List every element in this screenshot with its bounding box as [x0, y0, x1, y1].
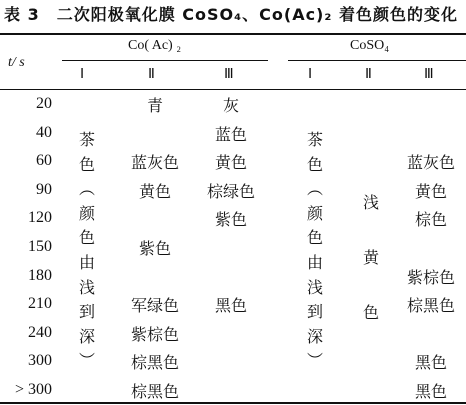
table-title: 表 3 二次阳极氧化膜 CoSO₄、Co(Ac)₂ 着色颜色的变化	[4, 5, 458, 24]
sub-header-coso4-II: Ⅱ	[365, 67, 372, 82]
time-cell: 150	[28, 238, 52, 255]
coso4-I-vertical-text	[305, 128, 325, 374]
coso4-III-cell: 蓝灰色	[406, 153, 456, 173]
co-ac-III-cell: 黑色	[214, 296, 248, 316]
vertical-char: ︵	[306, 179, 323, 199]
sub-header-coso4-I: Ⅰ	[308, 67, 313, 82]
time-cell: 20	[36, 95, 52, 112]
coso4-III-cell: 棕黑色	[406, 296, 456, 316]
vertical-char: 色	[306, 228, 323, 248]
time-cell: 60	[36, 152, 52, 170]
vertical-char: 浅	[362, 193, 379, 212]
co-ac-II-cell: 黄色	[138, 181, 172, 201]
co-ac-III-cell: 紫色	[214, 210, 248, 230]
vertical-char: 颜	[306, 203, 323, 223]
vertical-char: 由	[306, 252, 323, 272]
vertical-char: 颜	[78, 203, 95, 223]
co-ac-II-cell: 紫棕色	[130, 324, 180, 344]
coso4-II-vertical-text	[361, 175, 381, 340]
group1-underline	[62, 60, 268, 61]
co-ac-II-cell: 军绿色	[130, 296, 180, 316]
time-cell: 180	[28, 266, 52, 284]
time-cell: 210	[28, 295, 52, 313]
time-header: t/ s	[8, 55, 25, 70]
group-header-co-ac: Co( Ac) ₂	[128, 38, 182, 53]
co-ac-III-cell: 黄色	[214, 153, 248, 173]
vertical-char: 浅	[306, 277, 323, 297]
sub-header-co-ac-II: Ⅱ	[148, 67, 155, 82]
time-cell: 300	[28, 352, 52, 370]
group2-underline	[288, 60, 466, 61]
vertical-char: 茶	[78, 130, 95, 149]
header-rule	[0, 89, 466, 90]
vertical-char: 黄	[362, 248, 379, 267]
vertical-char: 由	[78, 252, 95, 272]
coso4-III-cell: 黑色	[414, 382, 448, 401]
coso4-III-cell: 黑色	[414, 353, 448, 373]
bottom-rule	[0, 402, 466, 404]
sub-header-co-ac-III: Ⅲ	[224, 67, 234, 82]
time-cell: 40	[36, 123, 52, 141]
group-header-coso4: CoSO₄	[350, 38, 390, 53]
top-rule	[0, 33, 466, 35]
vertical-char: 色	[306, 154, 323, 174]
vertical-char: 深	[306, 326, 323, 346]
vertical-char: 色	[78, 228, 95, 248]
vertical-char: 浅	[78, 277, 95, 297]
co-ac-II-cell: 紫色	[138, 239, 172, 258]
co-ac-II-cell: 棕黑色	[130, 353, 180, 373]
coso4-III-cell: 棕色	[414, 210, 448, 230]
vertical-char: 色	[362, 303, 379, 322]
vertical-char: 到	[306, 302, 323, 322]
sub-header-coso4-III: Ⅲ	[424, 67, 434, 82]
time-cell: 120	[28, 209, 52, 227]
vertical-char: 茶	[306, 130, 323, 149]
vertical-char: ︶	[78, 351, 95, 371]
vertical-char: 到	[78, 302, 95, 322]
co-ac-III-cell: 蓝色	[214, 124, 248, 144]
time-cell: 240	[28, 323, 52, 341]
co-ac-III-cell: 灰	[222, 96, 240, 115]
co-ac-II-cell: 蓝灰色	[130, 153, 180, 173]
co-ac-I-vertical-text	[77, 128, 97, 374]
coso4-III-cell: 黄色	[414, 181, 448, 201]
co-ac-II-cell: 棕黑色	[130, 382, 180, 401]
time-cell: 90	[36, 180, 52, 198]
coso4-III-cell: 紫棕色	[406, 267, 456, 287]
sub-header-co-ac-I: Ⅰ	[80, 67, 85, 82]
time-cell: > 300	[14, 381, 52, 398]
vertical-char: ︶	[306, 351, 323, 371]
vertical-char: 色	[78, 154, 95, 174]
vertical-char: ︵	[78, 179, 95, 199]
co-ac-II-cell: 青	[146, 96, 164, 115]
co-ac-III-cell: 棕绿色	[206, 181, 256, 201]
vertical-char: 深	[78, 326, 95, 346]
